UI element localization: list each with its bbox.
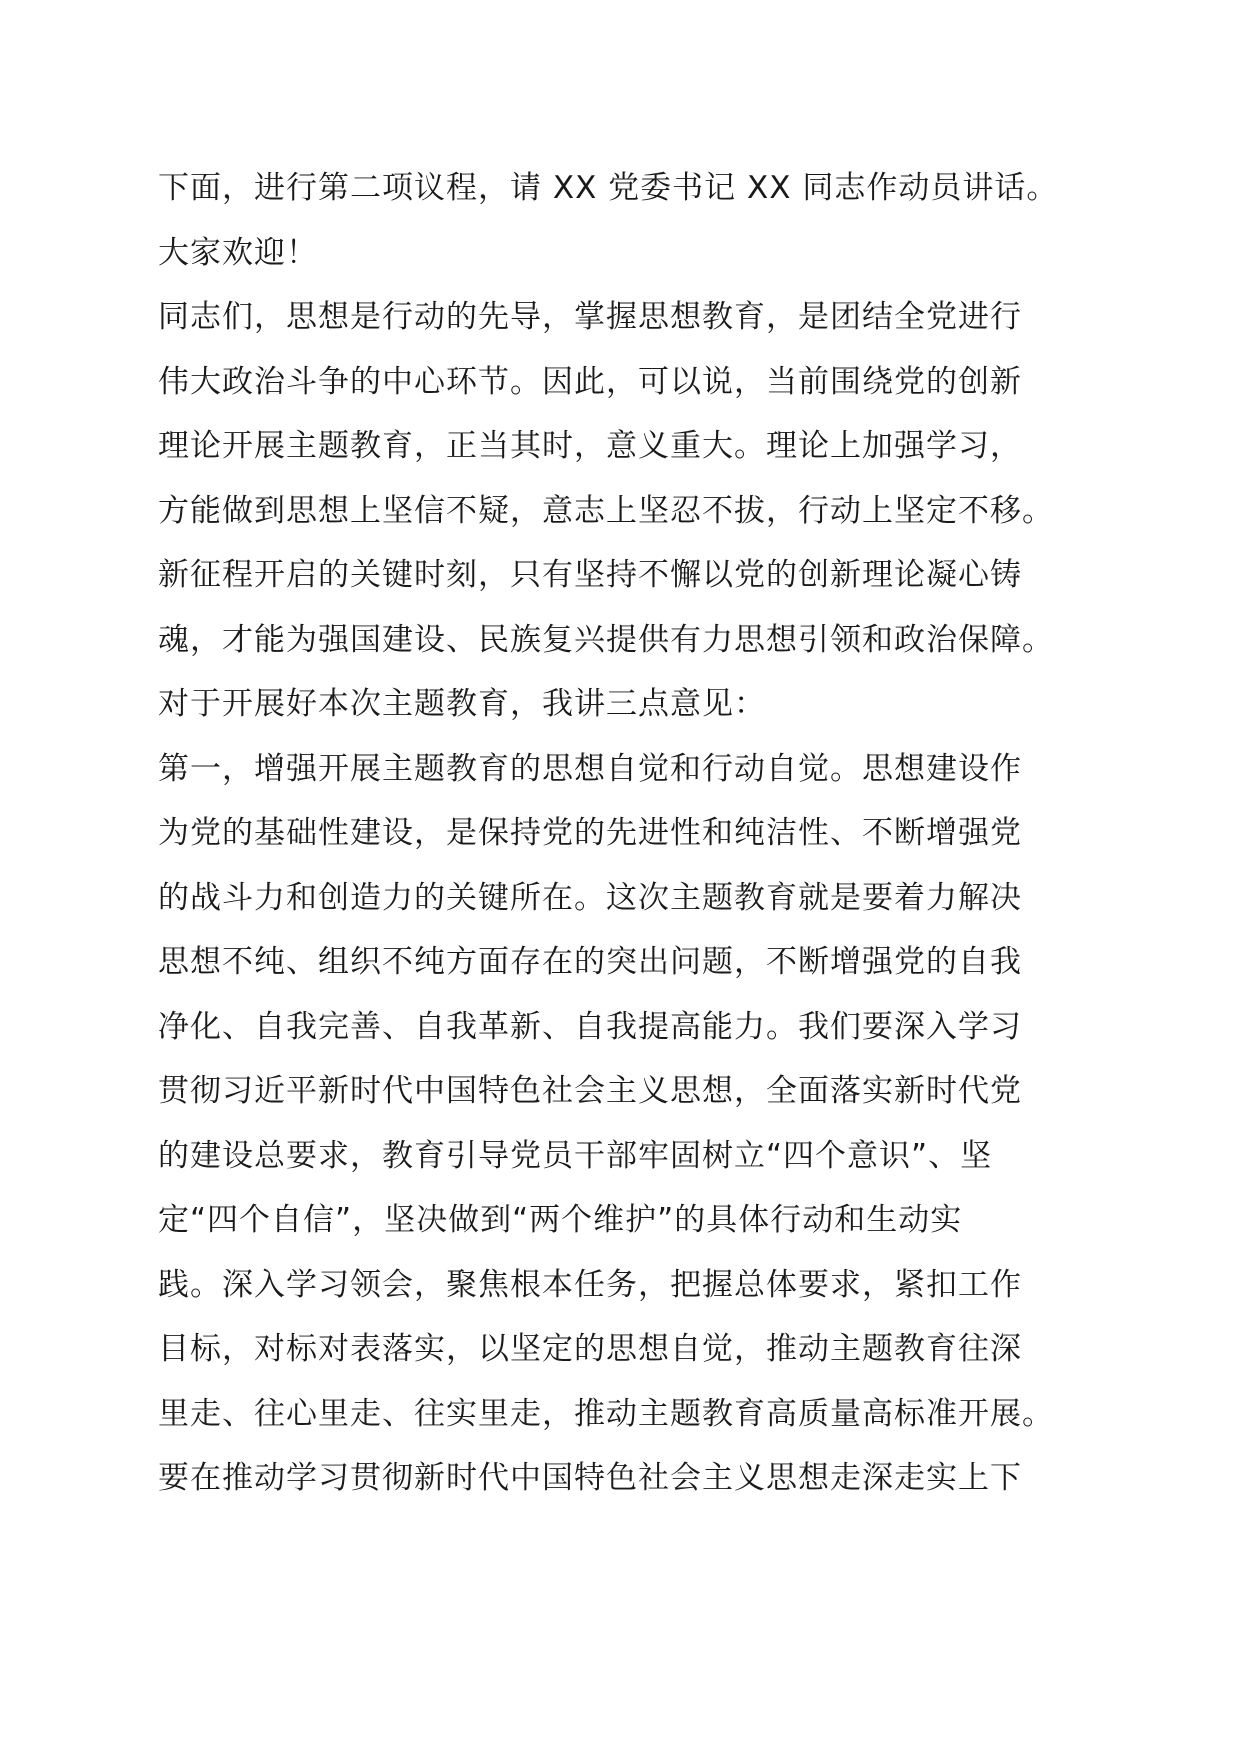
text-line: 贯彻习近平新时代中国特色社会主义思想，全面落实新时代党: [158, 1073, 1022, 1109]
text-line: 的战斗力和创造力的关键所在。这次主题教育就是要着力解决: [158, 879, 1022, 916]
text-line: 新征程开启的关键时刻，只有坚持不懈以党的创新理论凝心铸: [158, 557, 1022, 593]
text-line: 净化、自我完善、自我革新、自我提高能力。我们要深入学习: [158, 1008, 1022, 1045]
text-line: 对于开展好本次主题教育，我讲三点意见：: [158, 686, 766, 722]
text-line: 下面，进行第二项议程，请 XX 党委书记 XX 同志作动员讲话。: [158, 170, 1059, 206]
text-line: 目标，对标对表落实，以坚定的思想自觉，推动主题教育往深: [158, 1331, 1022, 1367]
text-line: 定“四个自信”，坚决做到“两个维护”的具体行动和生动实: [158, 1202, 963, 1238]
text-line: 大家欢迎！: [158, 234, 318, 271]
text-line: 同志们，思想是行动的先导，掌握思想教育，是团结全党进行: [158, 299, 1022, 335]
text-line: 的建设总要求，教育引导党员干部牢固树立“四个意识”、坚: [158, 1137, 993, 1174]
text-line: 方能做到思想上坚信不疑，意志上坚忍不拔，行动上坚定不移。: [158, 492, 1054, 529]
text-line: 第一，增强开展主题教育的思想自觉和行动自觉。思想建设作: [158, 750, 1022, 787]
text-line: 魂，才能为强国建设、民族复兴提供有力思想引领和政治保障。: [158, 621, 1054, 658]
text-line: 要在推动学习贯彻新时代中国特色社会主义思想走深走实上下: [158, 1460, 1022, 1496]
text-line: 里走、往心里走、往实里走，推动主题教育高质量高标准开展。: [158, 1395, 1054, 1432]
text-line: 理论开展主题教育，正当其时，意义重大。理论上加强学习，: [158, 428, 1022, 464]
text-line: 为党的基础性建设，是保持党的先进性和纯洁性、不断增强党: [158, 815, 1022, 851]
speech-text-block: [158, 156, 1088, 1511]
text-line: 思想不纯、组织不纯方面存在的突出问题，不断增强党的自我: [158, 944, 1022, 980]
text-line: 践。深入学习领会，聚焦根本任务，把握总体要求，紧扣工作: [158, 1266, 1022, 1303]
text-line: 伟大政治斗争的中心环节。因此，可以说，当前围绕党的创新: [158, 363, 1022, 400]
